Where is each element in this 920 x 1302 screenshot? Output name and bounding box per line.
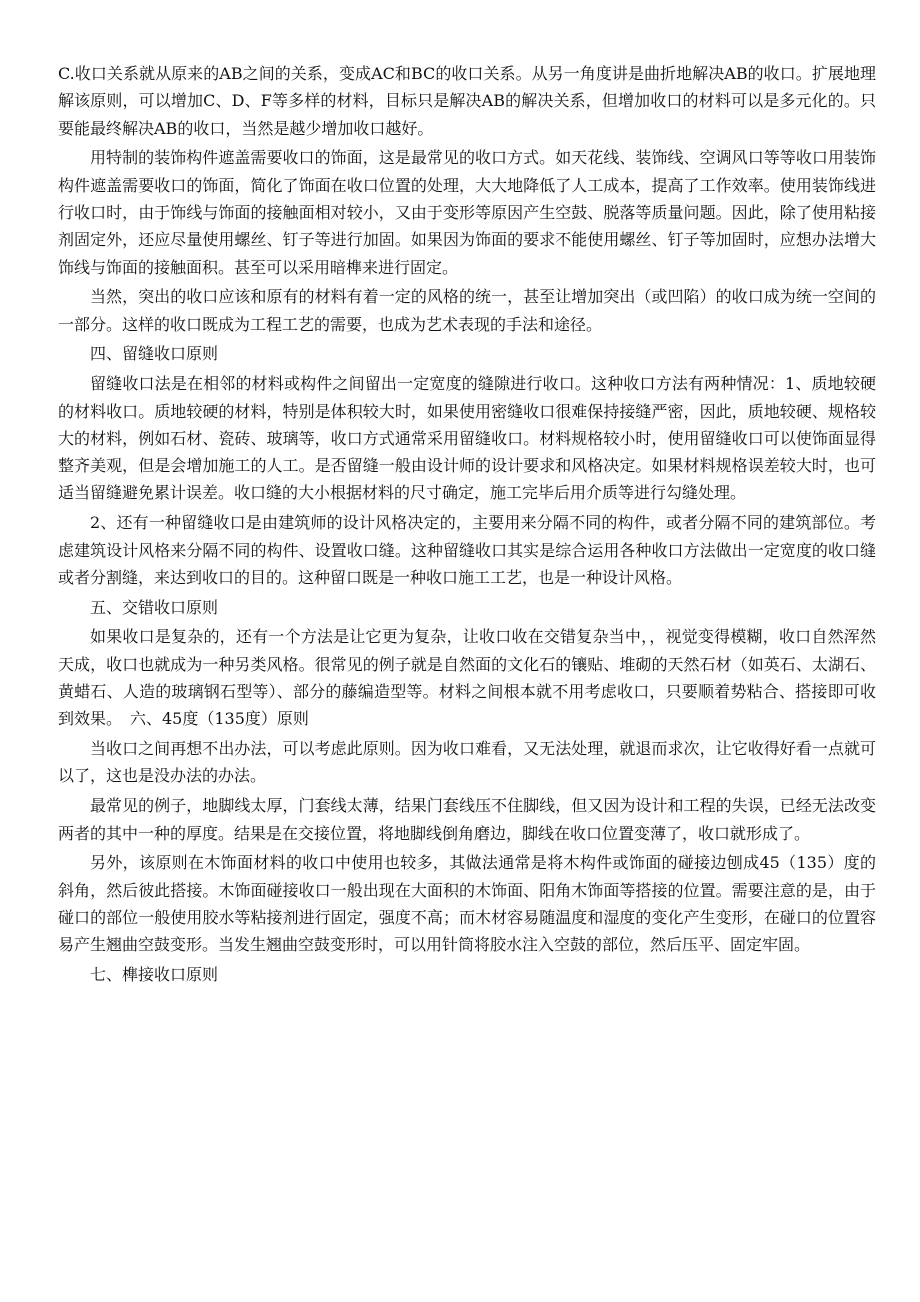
paragraph-45-degree-wood: 另外，该原则在木饰面材料的收口中使用也较多，其做法通常是将木构件或饰面的碰接边刨成45（135）度的斜角，然后彼此搭接。木饰面碰接收口一般出现在大面积的木饰面、阳角木饰面等搭接的位置。需要注意的是，由于碰口的部位一般使用胶水等粘接剂进行固定，强度不高；而木材容易随温度和湿度的变化产生变形，在碰口的位置容易产生翘曲空鼓变形。当发生翘曲空鼓变形时，可以用针筒将胶水注入空鼓的部位，然后压平、固定牢固。	[58, 853, 876, 955]
paragraph-gap-joint-architect: 2、还有一种留缝收口是由建筑师的设计风格决定的，主要用来分隔不同的构件，或者分隔不同的建筑部位。考虑建筑设计风格来分隔不同的构件、设置收口缝。这种留缝收口其实是综合运用各种收口方法做出一定宽度的收口缝或者分割缝，来达到收口的目的。这种留口既是一种收口施工工艺，也是一种设计风格。	[58, 513, 876, 587]
paragraph-decorative-trim: 用特制的装饰构件遮盖需要收口的饰面，这是最常见的收口方式。如天花线、装饰线、空调风口等等收口用装饰构件遮盖需要收口的饰面，简化了饰面在收口位置的处理，大大地降低了人工成本，提高了工作效率。使用装饰线进行收口时，由于饰线与饰面的接触面相对较小，又由于变形等原因产生空鼓、脱落等质量问题。因此，除了使用粘接剂固定外，还应尽量使用螺丝、钉子等进行加固。如果因为饰面的要求不能使用螺丝、钉子等加固时，应想办法增大饰线与饰面的接触面积。甚至可以采用暗榫来进行固定。	[58, 148, 876, 277]
paragraph-protruding-joint: 当然，突出的收口应该和原有的材料有着一定的风格的统一，甚至让增加突出（或凹陷）的收口成为统一空间的一部分。这样的收口既成为工程工艺的需要，也成为艺术表现的手法和途径。	[58, 287, 876, 334]
section-heading-tenon-joint: 七、榫接收口原则	[90, 965, 219, 984]
paragraph-staggered-joint: 如果收口是复杂的，还有一个方法是让它更为复杂，让收口收在交错复杂当中，，视觉变得模糊，收口自然浑然天成，收口也就成为一种另类风格。很常见的例子就是自然面的文化石的镶贴、堆砌的天然石材（如英石、太湖石、黄蜡石、人造的玻璃钢石型等）、部分的藤编造型等。材料之间根本就不用考虑收口，只要顺着势粘合、搭接即可收到效果。 六、45度（135度）原则	[58, 627, 876, 729]
paragraph-gap-joint: 留缝收口法是在相邻的材料或构件之间留出一定宽度的缝隙进行收口。这种收口方法有两种情况：1、质地较硬的材料收口。质地较硬的材料，特别是体积较大时，如果使用密缝收口很难保持接缝严密，因此，质地较硬、规格较大的材料，例如石材、瓷砖、玻璃等，收口方式通常采用留缝收口。材料规格较小时，使用留缝收口可以使饰面显得整齐美观，但是会增加施工的人工。是否留缝一般由设计师的设计要求和风格决定。如果材料规格误差较大时，也可适当留缝避免累计误差。收口缝的大小根据材料的尺寸确定，施工完毕后用介质等进行勾缝处理。	[58, 374, 876, 503]
paragraph-continued: C.收口关系就从原来的AB之间的关系，变成AC和BC的收口关系。从另一角度讲是曲折地解决AB的收口。扩展地理解该原则，可以增加C、D、F等多样的材料，目标只是解决AB的解决关系，但增加收口的材料可以是多元化的。只要能最终解决AB的收口，当然是越少增加收口越好。	[58, 64, 876, 138]
paragraph-45-degree-example: 最常见的例子，地脚线太厚，门套线太薄，结果门套线压不住脚线，但又因为设计和工程的失误，已经无法改变两者的其中一种的厚度。结果是在交接位置，将地脚线倒角磨边，脚线在收口位置变薄了，收口就形成了。	[58, 796, 876, 843]
section-heading-staggered-joint: 五、交错收口原则	[90, 597, 219, 617]
document-body	[58, 60, 876, 991]
paragraph-45-degree-intro: 当收口之间再想不出办法，可以考虑此原则。因为收口难看，又无法处理，就退而求次，让它收得好看一点就可以了，这也是没办法的办法。	[58, 739, 876, 786]
section-heading-gap-joint: 四、留缝收口原则	[90, 344, 219, 364]
